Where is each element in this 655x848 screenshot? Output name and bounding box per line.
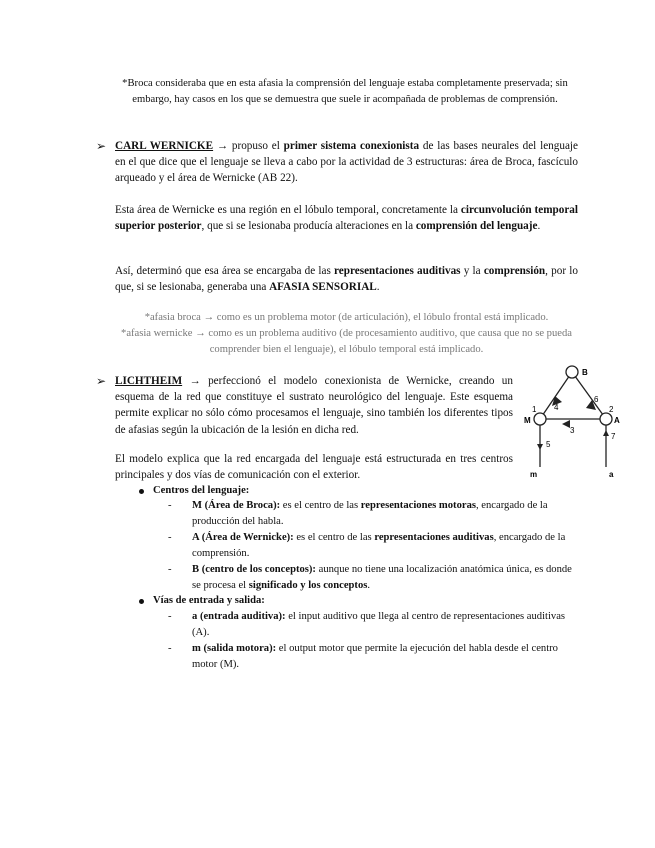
node-a [600, 413, 612, 425]
via-m-item: - m (salida motora): el output motor que permite la ejecución del habla desde el centro motor (M). [168, 643, 558, 670]
bullet-arrow-icon: ➢ [96, 139, 107, 153]
arrow-5-icon [537, 444, 543, 450]
label-1: 1 [532, 405, 537, 414]
label-a: A [614, 416, 620, 425]
label-2: 2 [609, 405, 614, 414]
arrow-7-icon [603, 430, 609, 436]
lichtheim-paragraph-1: LICHTHEIM → perfeccionó el modelo conexionista de Wernicke, creando un esquema de la red que constituye el sustrato neurológico del lenguaje. Este esquema permite explicar no sólo cómo procesamos el lenguaje, sino también los diferentes tipos de afasias según la ubicación de la lesión en dicha red. [115, 375, 513, 436]
centros-heading: Centros del lenguaje: [153, 483, 249, 499]
lichtheim-paragraph-2: El modelo explica que la red encargada del lenguaje está estructurada en tres centros principales y dos vías de comunicación con el exterior. [115, 453, 513, 482]
label-7: 7 [611, 432, 616, 441]
label-m-out: m [530, 470, 538, 479]
node-m [534, 413, 546, 425]
vias-heading: Vías de entrada y salida: [153, 593, 265, 609]
label-3: 3 [570, 426, 575, 435]
wernicke-paragraph-1: CARL WERNICKE → propuso el primer sistema conexionista de las bases neurales del lenguaje en el que dice que el lenguaje se lleva a cabo por la actividad de 3 estructuras: área de Broca, fascículo arqueado y el área de Wernicke (AB 22). [115, 140, 578, 185]
gray-note-broca: *afasia broca → como es un problema motor (de articulación), el lóbulo frontal está implicado. [144, 312, 549, 323]
gray-note-wernicke: *afasia wernicke → como es un problema auditivo (de procesamiento auditivo, que causa que no se pueda comprender bien el lenguaje), el lóbulo temporal está implicado. [121, 328, 572, 355]
centro-a-item: - A (Área de Wernicke): es el centro de las representaciones auditivas, encargado de la comprensión. [168, 532, 566, 559]
node-b [566, 366, 578, 378]
bullet-arrow-icon: ➢ [96, 374, 107, 388]
wernicke-paragraph-3: Así, determinó que esa área se encargaba de las representaciones auditivas y la comprensión, por lo que, si se lesionaba, generaba una AFASIA SENSORIAL. [115, 265, 578, 294]
lichtheim-name: LICHTHEIM [115, 375, 183, 387]
centro-m-item: - M (Área de Broca): es el centro de las representaciones motoras, encargado de la producción del habla. [168, 500, 548, 527]
wernicke-name: CARL WERNICKE [115, 140, 214, 152]
label-a-in: a [609, 470, 614, 479]
arrow-3-icon [562, 420, 570, 428]
via-a-item: - a (entrada auditiva): el input auditivo que llega al centro de representaciones auditivas (A). [168, 611, 566, 638]
bullet-dot-icon [139, 489, 144, 494]
label-m: M [524, 416, 531, 425]
label-4: 4 [554, 403, 559, 412]
label-5: 5 [546, 440, 551, 449]
lichtheim-diagram [522, 362, 630, 482]
wernicke-paragraph-2: Esta área de Wernicke es una región en el lóbulo temporal, concretamente la circunvolución temporal superior posterior, que si se lesionaba producía alteraciones en la comprensión del lenguaje. [115, 204, 578, 233]
broca-note: *Broca consideraba que en esta afasia la comprensión del lenguaje estaba completamente preservada; sin embargo, hay casos en los que se demuestra que suele ir acompañada de problemas de comprensión. [122, 78, 568, 105]
bullet-dot-icon [139, 599, 144, 604]
label-6: 6 [594, 395, 599, 404]
label-b: B [582, 368, 588, 377]
edge-b-a [572, 372, 606, 419]
centro-b-item: - B (centro de los conceptos): aunque no tiene una localización anatómica única, es donde se procesa el significado y los conceptos. [168, 564, 572, 591]
